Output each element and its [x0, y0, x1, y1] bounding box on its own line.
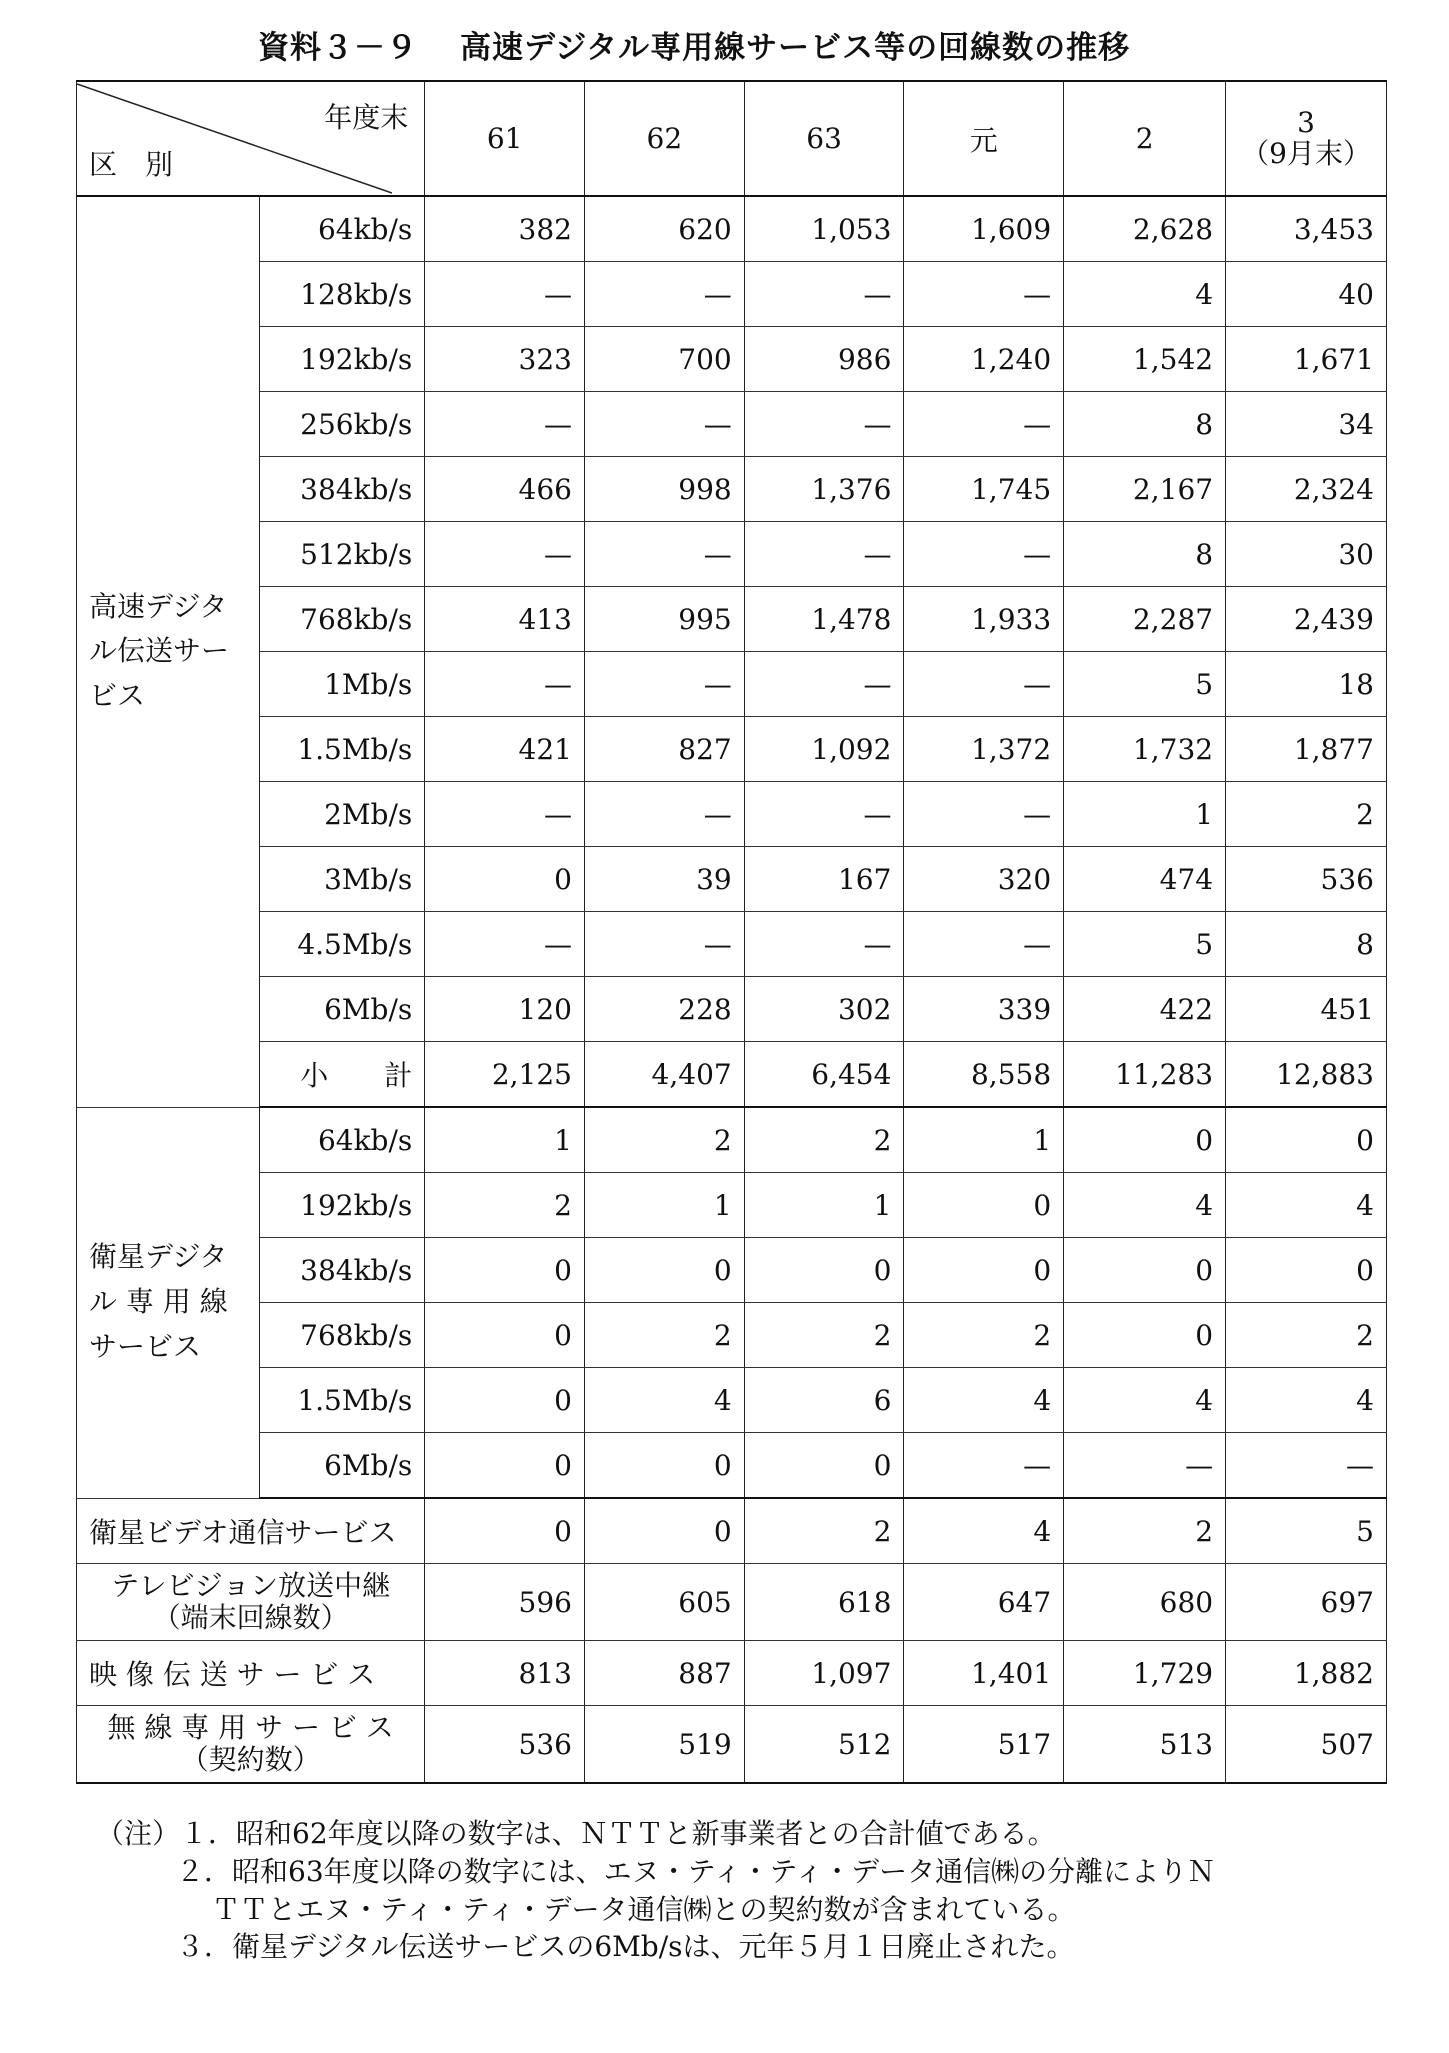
service-label-main: 無 線 専 用 サ ー ビ ス: [107, 1710, 394, 1744]
value-cell: 2: [744, 1498, 904, 1564]
table-row: [77, 782, 1387, 847]
year-header-3-top: 3: [1297, 105, 1315, 139]
table-row: [77, 1173, 1387, 1238]
value-cell: 1: [1064, 782, 1226, 847]
high-speed-digital-group-label-line: ビス: [89, 679, 146, 713]
value-cell: 2,125: [425, 1042, 585, 1108]
value-cell: 605: [585, 1564, 745, 1641]
value-cell: 4,407: [585, 1042, 745, 1108]
table-row: [77, 392, 1387, 457]
value-cell: 1,092: [744, 717, 904, 782]
satellite-digital-group-label-line: サービス: [89, 1329, 202, 1363]
value-cell: 0: [425, 1238, 585, 1303]
value-cell: —: [425, 262, 585, 327]
value-cell: —: [585, 782, 745, 847]
value-cell: 2: [1226, 782, 1387, 847]
line-speed-label: 192kb/s: [260, 327, 425, 392]
year-header-3-bottom: （9月末）: [1241, 136, 1371, 170]
value-cell: —: [425, 392, 585, 457]
value-cell: 2: [744, 1303, 904, 1368]
value-cell: 827: [585, 717, 745, 782]
value-cell: —: [904, 1433, 1064, 1499]
table-row: [77, 522, 1387, 587]
value-cell: 1: [744, 1173, 904, 1238]
line-speed-label: 768kb/s: [260, 587, 425, 652]
value-cell: 1,478: [744, 587, 904, 652]
value-cell: 413: [425, 587, 585, 652]
high-speed-digital-group-label-line: ル伝送サー: [89, 634, 230, 668]
value-cell: 507: [1226, 1706, 1387, 1784]
value-cell: 513: [1064, 1706, 1226, 1784]
header-row: [77, 81, 1387, 196]
value-cell: 0: [1226, 1238, 1387, 1303]
value-cell: 0: [425, 1498, 585, 1564]
value-cell: 4: [1064, 1368, 1226, 1433]
value-cell: 2: [425, 1173, 585, 1238]
value-cell: 1,542: [1064, 327, 1226, 392]
value-cell: —: [1064, 1433, 1226, 1499]
value-cell: 4: [904, 1498, 1064, 1564]
value-cell: 0: [1226, 1107, 1387, 1173]
value-cell: 5: [1064, 652, 1226, 717]
value-cell: 0: [585, 1498, 745, 1564]
value-cell: 697: [1226, 1564, 1387, 1641]
service-label: [77, 1706, 425, 1784]
title-label: 資料３－９: [258, 30, 418, 66]
value-cell: 34: [1226, 392, 1387, 457]
satellite-digital-group-label-line: 衛星デジタ: [89, 1240, 228, 1274]
line-speed-label: 384kb/s: [260, 1238, 425, 1303]
value-cell: 0: [904, 1173, 1064, 1238]
value-cell: 451: [1226, 977, 1387, 1042]
value-cell: 2,167: [1064, 457, 1226, 522]
document-title: [258, 22, 1258, 67]
note-2: ２．昭和63年度以降の数字には、エヌ・ティ・ティ・データ通信㈱の分離によりＮ: [176, 1854, 1216, 1888]
value-cell: 0: [585, 1238, 745, 1303]
service-label: [77, 1564, 425, 1641]
line-speed-label: 768kb/s: [260, 1303, 425, 1368]
value-cell: 4: [585, 1368, 745, 1433]
value-cell: 1,240: [904, 327, 1064, 392]
value-cell: 1: [425, 1107, 585, 1173]
value-cell: 2: [1064, 1498, 1226, 1564]
value-cell: 2,324: [1226, 457, 1387, 522]
value-cell: 8: [1064, 522, 1226, 587]
value-cell: 1,372: [904, 717, 1064, 782]
value-cell: 1,053: [744, 196, 904, 262]
value-cell: 536: [1226, 847, 1387, 912]
value-cell: —: [744, 782, 904, 847]
value-cell: 4: [1226, 1368, 1387, 1433]
service-label-sub: （契約数）: [180, 1743, 321, 1776]
corner-header-cell: [77, 81, 425, 196]
value-cell: 1,933: [904, 587, 1064, 652]
value-cell: 620: [585, 196, 745, 262]
value-cell: 2,439: [1226, 587, 1387, 652]
value-cell: 4: [1226, 1173, 1387, 1238]
value-cell: 167: [744, 847, 904, 912]
table-row: [77, 1107, 1387, 1173]
value-cell: 1,671: [1226, 327, 1387, 392]
table-row: [77, 196, 1387, 262]
notes-prefix: （注）: [96, 1817, 181, 1850]
value-cell: —: [904, 652, 1064, 717]
value-cell: 5: [1064, 912, 1226, 977]
value-cell: 339: [904, 977, 1064, 1042]
value-cell: —: [585, 392, 745, 457]
year-header-62: 62: [585, 81, 745, 196]
value-cell: 8,558: [904, 1042, 1064, 1108]
value-cell: 466: [425, 457, 585, 522]
value-cell: —: [744, 912, 904, 977]
value-cell: —: [904, 782, 1064, 847]
value-cell: —: [585, 262, 745, 327]
value-cell: —: [1226, 1433, 1387, 1499]
table-row: [77, 847, 1387, 912]
value-cell: 323: [425, 327, 585, 392]
table-row: [77, 912, 1387, 977]
value-cell: 4: [1064, 1173, 1226, 1238]
value-cell: 2,628: [1064, 196, 1226, 262]
service-label-main: テレビジョン放送中継: [111, 1568, 391, 1602]
satellite-digital-group-label-line: ル 専 用 線: [89, 1285, 228, 1319]
value-cell: 0: [744, 1238, 904, 1303]
value-cell: —: [425, 522, 585, 587]
year-header-gan: 元: [904, 81, 1064, 196]
line-speed-label: 小 計: [260, 1042, 425, 1108]
corner-year-end-label: 年度末: [324, 101, 409, 134]
value-cell: 40: [1226, 262, 1387, 327]
value-cell: 998: [585, 457, 745, 522]
line-speed-label: 2Mb/s: [260, 782, 425, 847]
line-speed-label: 1Mb/s: [260, 652, 425, 717]
value-cell: —: [744, 262, 904, 327]
value-cell: —: [585, 912, 745, 977]
value-cell: 0: [1064, 1238, 1226, 1303]
value-cell: 1,882: [1226, 1641, 1387, 1706]
value-cell: 2: [904, 1303, 1064, 1368]
table-row: [77, 262, 1387, 327]
value-cell: 1,376: [744, 457, 904, 522]
value-cell: 421: [425, 717, 585, 782]
line-speed-label: 64kb/s: [260, 1107, 425, 1173]
value-cell: 517: [904, 1706, 1064, 1784]
value-cell: 120: [425, 977, 585, 1042]
value-cell: —: [425, 912, 585, 977]
value-cell: 18: [1226, 652, 1387, 717]
value-cell: 0: [1064, 1107, 1226, 1173]
value-cell: 8: [1064, 392, 1226, 457]
value-cell: —: [904, 392, 1064, 457]
note-1: [96, 1815, 1396, 1853]
note-2-continued: ＴＴとエヌ・ティ・ティ・データ通信㈱との契約数が含まれている。: [212, 1892, 1076, 1926]
table-row: [77, 1433, 1387, 1499]
value-cell: 12,883: [1226, 1042, 1387, 1108]
table-row: [77, 1498, 1387, 1564]
line-speed-label: 64kb/s: [260, 196, 425, 262]
value-cell: 0: [425, 847, 585, 912]
table-row: [77, 652, 1387, 717]
table-row: [77, 1303, 1387, 1368]
value-cell: 1: [904, 1107, 1064, 1173]
value-cell: 0: [585, 1433, 745, 1499]
value-cell: 887: [585, 1641, 745, 1706]
value-cell: —: [425, 652, 585, 717]
value-cell: 813: [425, 1641, 585, 1706]
value-cell: 700: [585, 327, 745, 392]
value-cell: 382: [425, 196, 585, 262]
service-label-sub: （端末回線数）: [152, 1601, 349, 1634]
value-cell: 647: [904, 1564, 1064, 1641]
value-cell: 4: [1064, 262, 1226, 327]
value-cell: 1,877: [1226, 717, 1387, 782]
table-row: [77, 1706, 1387, 1784]
line-speed-label: 1.5Mb/s: [260, 1368, 425, 1433]
service-label: 映 像 伝 送 サ ー ビ ス: [77, 1641, 425, 1706]
table-row: [77, 1042, 1387, 1108]
year-header-3: [1226, 81, 1387, 196]
value-cell: 2: [585, 1303, 745, 1368]
value-cell: 519: [585, 1706, 745, 1784]
table-row: [77, 717, 1387, 782]
service-label: 衛星ビデオ通信サービス: [77, 1498, 425, 1564]
satellite-digital-group-label: [77, 1107, 260, 1498]
value-cell: 1,729: [1064, 1641, 1226, 1706]
line-speed-label: 6Mb/s: [260, 1433, 425, 1499]
corner-category-label: 区 別: [89, 148, 174, 181]
value-cell: 1,609: [904, 196, 1064, 262]
data-table: [76, 80, 1387, 1784]
value-cell: 11,283: [1064, 1042, 1226, 1108]
line-speed-label: 384kb/s: [260, 457, 425, 522]
notes-section: [96, 1815, 1396, 1966]
value-cell: 3,453: [1226, 196, 1387, 262]
year-header-63: 63: [744, 81, 904, 196]
value-cell: 512: [744, 1706, 904, 1784]
table-row: [77, 457, 1387, 522]
value-cell: 0: [904, 1238, 1064, 1303]
value-cell: 4: [904, 1368, 1064, 1433]
value-cell: —: [425, 782, 585, 847]
value-cell: 0: [744, 1433, 904, 1499]
line-speed-label: 4.5Mb/s: [260, 912, 425, 977]
value-cell: 596: [425, 1564, 585, 1641]
table-row: [77, 1564, 1387, 1641]
value-cell: 1,097: [744, 1641, 904, 1706]
high-speed-digital-group-label-line: 高速デジタ: [89, 589, 228, 623]
line-speed-label: 512kb/s: [260, 522, 425, 587]
value-cell: 986: [744, 327, 904, 392]
value-cell: —: [585, 522, 745, 587]
table-row: [77, 587, 1387, 652]
value-cell: 6,454: [744, 1042, 904, 1108]
value-cell: 0: [425, 1433, 585, 1499]
year-header-61: 61: [425, 81, 585, 196]
value-cell: 8: [1226, 912, 1387, 977]
value-cell: —: [744, 392, 904, 457]
value-cell: 5: [1226, 1498, 1387, 1564]
value-cell: 1: [585, 1173, 745, 1238]
high-speed-digital-group-label: [77, 196, 260, 1107]
value-cell: —: [744, 652, 904, 717]
value-cell: 0: [1064, 1303, 1226, 1368]
title-text: 高速デジタル専用線サービス等の回線数の推移: [460, 30, 1131, 66]
value-cell: 2,287: [1064, 587, 1226, 652]
table-row: [77, 327, 1387, 392]
table-row: [77, 1238, 1387, 1303]
line-speed-label: 1.5Mb/s: [260, 717, 425, 782]
value-cell: 995: [585, 587, 745, 652]
value-cell: —: [585, 652, 745, 717]
value-cell: —: [904, 522, 1064, 587]
value-cell: 320: [904, 847, 1064, 912]
value-cell: 2: [744, 1107, 904, 1173]
note-3: ３．衛星デジタル伝送サービスの6Mb/sは、元年５月１日廃止された。: [176, 1930, 1075, 1964]
line-speed-label: 6Mb/s: [260, 977, 425, 1042]
value-cell: 30: [1226, 522, 1387, 587]
table-body: [77, 196, 1387, 1783]
value-cell: 6: [744, 1368, 904, 1433]
value-cell: 680: [1064, 1564, 1226, 1641]
value-cell: 474: [1064, 847, 1226, 912]
value-cell: 0: [425, 1368, 585, 1433]
value-cell: 618: [744, 1564, 904, 1641]
table-row: [77, 977, 1387, 1042]
value-cell: 1,745: [904, 457, 1064, 522]
value-cell: 422: [1064, 977, 1226, 1042]
line-speed-label: 128kb/s: [260, 262, 425, 327]
value-cell: 228: [585, 977, 745, 1042]
line-speed-label: 256kb/s: [260, 392, 425, 457]
table-row: [77, 1641, 1387, 1706]
value-cell: 39: [585, 847, 745, 912]
value-cell: —: [904, 912, 1064, 977]
value-cell: 536: [425, 1706, 585, 1784]
value-cell: 1,732: [1064, 717, 1226, 782]
value-cell: 1,401: [904, 1641, 1064, 1706]
value-cell: 2: [585, 1107, 745, 1173]
line-speed-label: 192kb/s: [260, 1173, 425, 1238]
value-cell: 0: [425, 1303, 585, 1368]
table-row: [77, 1368, 1387, 1433]
value-cell: —: [744, 522, 904, 587]
value-cell: 302: [744, 977, 904, 1042]
line-speed-label: 3Mb/s: [260, 847, 425, 912]
year-header-2: 2: [1064, 81, 1226, 196]
note-1-text: １．昭和62年度以降の数字は、ＮＴＴと新事業者との合計値である。: [180, 1817, 1056, 1850]
value-cell: 2: [1226, 1303, 1387, 1368]
value-cell: —: [904, 262, 1064, 327]
